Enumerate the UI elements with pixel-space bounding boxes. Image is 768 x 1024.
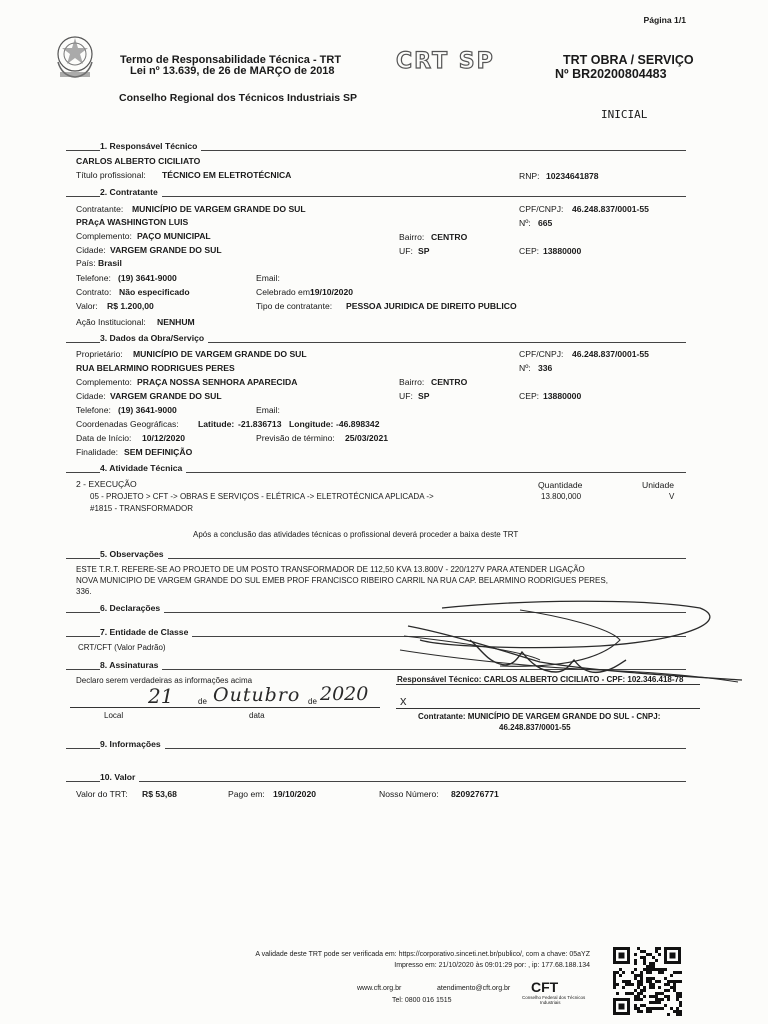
contratante-label: Contratante: [76, 204, 124, 214]
page-number: Página 1/1 [643, 15, 686, 25]
lat-label: Latitude: [198, 419, 235, 429]
obra-cidade-value: VARGEM GRANDE DO SUL [110, 391, 222, 401]
section-10-header: 10. Valor [66, 773, 686, 783]
footer-tel: Tel: 0800 016 1515 [392, 997, 452, 1004]
celebrado-value: 19/10/2020 [310, 287, 354, 297]
obra-telefone-label: Telefone: [76, 405, 111, 415]
section-4-header: 4. Atividade Técnica [66, 464, 686, 474]
brazil-coat-of-arms-icon [52, 32, 98, 80]
inicio-label: Data de Início: [76, 433, 132, 443]
handwritten-day: 21 [148, 684, 174, 708]
tech-name: CARLOS ALBERTO CICILIATO [76, 156, 201, 166]
signature-line-left [70, 707, 380, 708]
celebrado-label: Celebrado em: [256, 287, 313, 297]
handwritten-year: 2020 [320, 683, 369, 705]
rnp-label: RNP: [519, 171, 540, 181]
obra-bairro-value: CENTRO [431, 377, 468, 387]
telefone-label: Telefone: [76, 273, 111, 283]
cpf-value: 46.248.837/0001-55 [572, 204, 649, 214]
validity-note: A validade deste TRT pode ser verificada em: https://corporativo.sinceti.net.br/publico/, com a chave: 05aYZ [255, 951, 590, 958]
unidade-header: Unidade [642, 480, 675, 490]
proprietario-value: MUNICÍPIO DE VARGEM GRANDE DO SUL [133, 349, 307, 359]
title-line-2: Lei nº 13.639, de 26 de MARÇO de 2018 [130, 65, 335, 77]
activity-line-2: #1815 - TRANSFORMADOR [90, 504, 193, 513]
section-9-header: 9. Informações [66, 740, 686, 750]
declaro-text: Declaro serem verdadeiras as informações acima [76, 676, 253, 685]
obra-telefone-value: (19) 3641-9000 [118, 405, 177, 415]
unit-value: V [669, 492, 675, 501]
contratante-signature-line-1: Contratante: MUNICÍPIO DE VARGEM GRANDE DO SUL - CNPJ: [418, 712, 661, 721]
bairro-value: CENTRO [431, 232, 468, 242]
section-1-header: 1. Responsável Técnico [66, 142, 686, 152]
nosso-numero-value: 8209276771 [451, 789, 499, 799]
cidade-value: VARGEM GRANDE DO SUL [110, 245, 222, 255]
uf-label: UF: [399, 246, 413, 256]
obs-line-3: 336. [76, 587, 92, 596]
document-number: Nº BR20200804483 [555, 67, 667, 81]
signature-line-contratante [396, 708, 700, 709]
section-3-header: 3. Dados da Obra/Serviço [66, 334, 686, 344]
title-label: Título profissional: [76, 170, 146, 180]
cft-subtitle-1: Conselho Federal dos Técnicos [522, 995, 586, 1000]
obra-email-label: Email: [256, 405, 280, 415]
activity-line-1: 05 - PROJETO > CFT -> OBRAS E SERVIÇOS - ELÉTRICA -> ELETROTÉCNICA APLICADA -> [90, 492, 434, 501]
valor-value: R$ 1.200,00 [107, 301, 154, 311]
entidade-value: CRT/CFT (Valor Padrão) [78, 643, 166, 652]
contrato-value: Não especificado [119, 287, 190, 297]
valor-label: Valor: [76, 301, 98, 311]
section-7-header: 7. Entidade de Classe [66, 628, 686, 638]
complemento-label: Complemento: [76, 231, 132, 241]
footer-site[interactable]: www.cft.org.br [357, 985, 402, 992]
email-label: Email: [256, 273, 280, 283]
obs-line-1: ESTE T.R.T. REFERE-SE AO PROJETO DE UM POSTO TRANSFORMADOR DE 112,50 KVA 13.800V - 220/127V PARA ATENDER LIGAÇÃO [76, 565, 585, 574]
tipo-label: Tipo de contratante: [256, 301, 333, 311]
pais-value: Brasil [98, 258, 122, 268]
pais-label: País: [76, 258, 96, 268]
acao-value: NENHUM [157, 317, 195, 327]
section-8-header: 8. Assinaturas [66, 661, 686, 671]
coord-label: Coordenadas Geográficas: [76, 419, 179, 429]
rnp-value: 10234641878 [546, 171, 599, 181]
pago-value: 19/10/2020 [273, 789, 317, 799]
obra-num-label: Nº: [519, 363, 531, 373]
section-2-header: 2. Contratante [66, 188, 686, 198]
obra-uf-label: UF: [399, 391, 413, 401]
obra-street: RUA BELARMINO RODRIGUES PERES [76, 363, 235, 373]
handwritten-month: Outubro [213, 684, 301, 706]
quantidade-header: Quantidade [538, 480, 583, 490]
complemento-value: PAÇO MUNICIPAL [137, 231, 211, 241]
obra-complemento-label: Complemento: [76, 377, 132, 387]
nosso-numero-label: Nosso Número: [379, 789, 439, 799]
obra-bairro-label: Bairro: [399, 377, 425, 387]
inicio-value: 10/12/2020 [142, 433, 186, 443]
document-type: TRT OBRA / SERVIÇO [563, 53, 694, 67]
de-label-1: de [198, 697, 207, 706]
tipo-value: PESSOA JURIDICA DE DIREITO PUBLICO [346, 301, 517, 311]
qr-code-icon [612, 946, 682, 1016]
proprietario-label: Proprietário: [76, 349, 123, 359]
obra-cep-label: CEP: [519, 391, 540, 401]
telefone-value: (19) 3641-9000 [118, 273, 177, 283]
cidade-label: Cidade: [76, 245, 106, 255]
cep-value: 13880000 [543, 246, 582, 256]
obra-cpf-value: 46.248.837/0001-55 [572, 349, 649, 359]
num-value: 665 [538, 218, 553, 228]
previsao-label: Previsão de término: [256, 433, 335, 443]
valor-trt-label: Valor do TRT: [76, 789, 128, 799]
obs-line-2: NOVA MUNICIPIO DE VARGEM GRANDE DO SUL EMEB PROF FRANCISCO RIBEIRO CARRIL NA RUA CAP. BELARMINO RODRIGUES PERES, [76, 576, 608, 585]
valor-trt-value: R$ 53,68 [142, 789, 177, 799]
acao-label: Ação Institucional: [76, 317, 146, 327]
status-label: INICIAL [601, 108, 648, 121]
previsao-value: 25/03/2021 [345, 433, 389, 443]
contratante-signature-line-2: 46.248.837/0001-55 [499, 723, 571, 732]
cep-label: CEP: [519, 246, 540, 256]
obra-cep-value: 13880000 [543, 391, 582, 401]
street: PRAçA WASHINGTON LUIS [76, 217, 189, 227]
obra-cpf-label: CPF/CNPJ: [519, 349, 564, 359]
de-label-2: de [308, 697, 317, 706]
section-5-header: 5. Observações [66, 550, 686, 560]
lon-value: -46.898342 [336, 419, 380, 429]
bairro-label: Bairro: [399, 232, 425, 242]
lat-value: -21.836713 [238, 419, 282, 429]
obra-uf-value: SP [418, 391, 430, 401]
x-mark: x [400, 693, 407, 708]
footer-email[interactable]: atendimento@cft.org.br [437, 985, 511, 992]
local-label: Local [104, 711, 124, 720]
cpf-label: CPF/CNPJ: [519, 204, 564, 214]
pago-label: Pago em: [228, 789, 265, 799]
title-value: TÉCNICO EM ELETROTÉCNICA [162, 170, 292, 180]
section-6-header: 6. Declarações [66, 604, 686, 614]
obra-num-value: 336 [538, 363, 553, 373]
cft-logo: CFT [531, 979, 559, 995]
baixa-note: Após a conclusão das atividades técnicas o profissional deverá proceder a baixa deste TRT [193, 530, 519, 539]
signature-line-right [396, 684, 700, 685]
lon-label: Longitude: [289, 419, 334, 429]
contrato-label: Contrato: [76, 287, 112, 297]
obra-cidade-label: Cidade: [76, 391, 106, 401]
num-label: Nº: [519, 218, 531, 228]
cft-subtitle-2: Industriais [540, 1000, 561, 1005]
finalidade-value: SEM DEFINIÇÃO [124, 447, 193, 457]
data-label: data [249, 711, 265, 720]
finalidade-label: Finalidade: [76, 447, 119, 457]
quantity-value: 13.800,000 [541, 492, 582, 501]
obra-complemento-value: PRAÇA NOSSA SENHORA APARECIDA [137, 377, 298, 387]
title-line-1: Termo de Responsabilidade Técnica - TRT [120, 54, 342, 66]
printed-note: Impresso em: 21/10/2020 às 09:01:29 por: , ip: 177.68.188.134 [394, 962, 590, 969]
crt-sp-logo: CRT SP [396, 49, 495, 74]
execucao-label: 2 - EXECUÇÃO [76, 479, 137, 489]
responsavel-signature-line: Responsável Técnico: CARLOS ALBERTO CICILIATO - CPF: 102.346.418-78 [397, 675, 684, 684]
uf-value: SP [418, 246, 430, 256]
contratante-value: MUNICÍPIO DE VARGEM GRANDE DO SUL [132, 204, 306, 214]
council-name: Conselho Regional dos Técnicos Industriais SP [119, 92, 358, 104]
